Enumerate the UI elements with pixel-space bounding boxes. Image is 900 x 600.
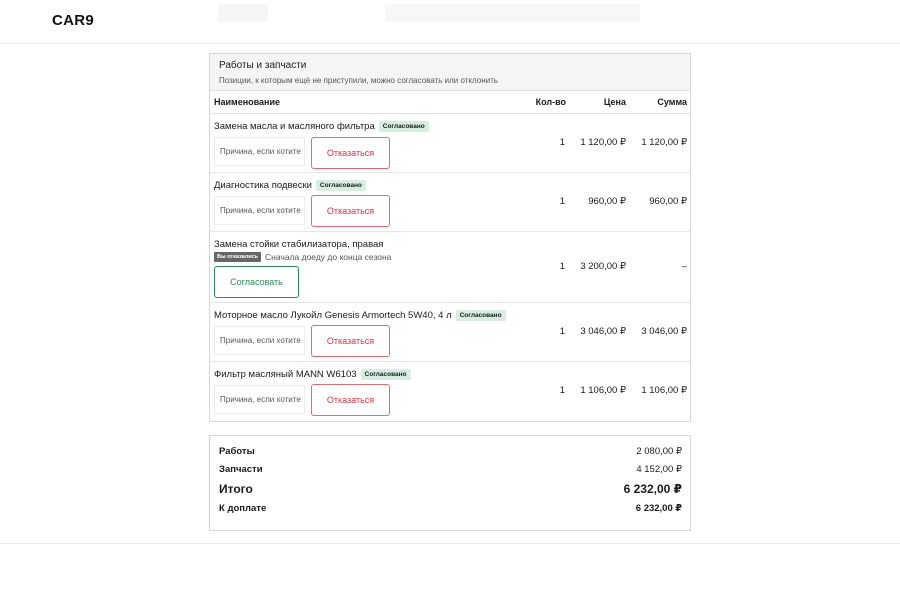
item-price: 1 120,00 ₽	[580, 137, 626, 148]
item-sum: –	[681, 261, 687, 272]
top-bar	[0, 0, 900, 44]
grand-total-label: Итого	[219, 482, 253, 496]
refused-badge: Вы отказались	[214, 252, 261, 262]
table-header	[210, 91, 690, 114]
item-name: Замена масла и масляного фильтра	[214, 121, 375, 132]
reject-button[interactable]: Отказаться	[311, 137, 390, 169]
totals-card	[209, 435, 691, 531]
reject-button[interactable]: Отказаться	[311, 195, 390, 227]
item-name: Диагностика подвески	[214, 180, 312, 191]
item-qty: 1	[559, 326, 565, 337]
works-total-value: 2 080,00 ₽	[636, 446, 682, 457]
table-row	[210, 362, 690, 421]
reason-input[interactable]: Причина, если хотите	[214, 196, 305, 225]
card-title: Работы и запчасти	[219, 60, 307, 71]
parts-total-value: 4 152,00 ₽	[636, 464, 682, 475]
table-row	[210, 173, 690, 232]
totals-row-due	[219, 503, 682, 514]
item-sum: 1 120,00 ₽	[641, 137, 687, 148]
reason-input[interactable]: Причина, если хотите	[214, 137, 305, 166]
refuse-note: Сначала доеду до конца сезона	[265, 252, 392, 262]
table-row	[210, 303, 690, 362]
parts-total-label: Запчасти	[219, 464, 263, 475]
logo[interactable]: CAR9	[52, 12, 95, 29]
reject-button[interactable]: Отказаться	[311, 384, 390, 416]
approve-button[interactable]: Согласовать	[214, 266, 299, 298]
card-subtitle: Позиции, к которым ещё не приступили, можно согласовать или отклонить	[219, 76, 498, 85]
item-name: Замена стойки стабилизатора, правая	[214, 239, 384, 250]
grand-total-value: 6 232,00 ₽	[623, 482, 682, 496]
totals-row-parts	[219, 464, 682, 475]
works-parts-card	[209, 53, 691, 422]
status-badge: Согласовано	[316, 180, 366, 191]
totals-row-works	[219, 446, 682, 457]
table-row	[210, 114, 690, 173]
totals-row-grand	[219, 482, 682, 496]
item-sum: 3 046,00 ₽	[641, 326, 687, 337]
column-qty: Кол-во	[535, 97, 566, 107]
item-price: 3 046,00 ₽	[580, 326, 626, 337]
status-badge: Согласовано	[379, 121, 429, 132]
item-price: 1 106,00 ₽	[580, 385, 626, 396]
card-header	[210, 54, 690, 91]
due-value: 6 232,00 ₽	[635, 503, 682, 514]
item-qty: 1	[559, 196, 565, 207]
works-total-label: Работы	[219, 446, 255, 457]
column-name: Наименование	[214, 97, 281, 107]
table-row	[210, 232, 690, 303]
faded-nav-block	[218, 4, 268, 22]
item-sum: 960,00 ₽	[649, 196, 687, 207]
reason-input[interactable]: Причина, если хотите	[214, 326, 305, 355]
status-badge: Согласовано	[456, 310, 506, 321]
status-badge: Согласовано	[361, 369, 411, 380]
item-name: Фильтр масляный MANN W6103	[214, 369, 357, 380]
reason-input[interactable]: Причина, если хотите	[214, 385, 305, 414]
item-qty: 1	[559, 385, 565, 396]
column-price: Цена	[603, 97, 626, 107]
item-price: 3 200,00 ₽	[580, 261, 626, 272]
item-qty: 1	[559, 137, 565, 148]
item-price: 960,00 ₽	[588, 196, 626, 207]
item-name: Моторное масло Лукойл Genesis Armortech 5W40, 4 л	[214, 310, 452, 321]
due-label: К доплате	[219, 503, 267, 514]
item-qty: 1	[559, 261, 565, 272]
column-sum: Сумма	[657, 97, 687, 107]
faded-nav-block	[385, 4, 640, 22]
item-sum: 1 106,00 ₽	[641, 385, 687, 396]
reject-button[interactable]: Отказаться	[311, 325, 390, 357]
footer-divider	[0, 543, 900, 544]
